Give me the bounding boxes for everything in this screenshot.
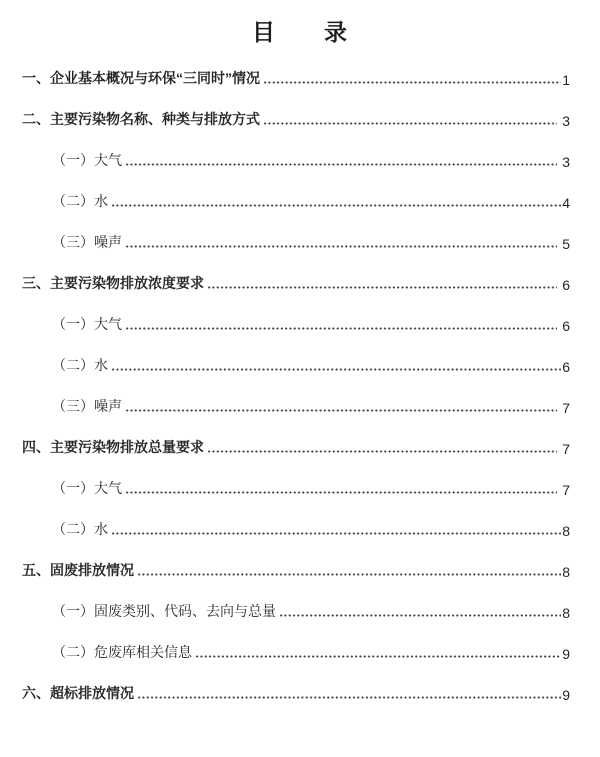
page-title: 目 录 xyxy=(251,19,349,46)
toc-entry-label: 五、固废排放情况 xyxy=(22,561,134,578)
toc-entry-label: （三）噪声 xyxy=(52,397,122,414)
toc-entry-page-number: 8 xyxy=(562,604,570,621)
toc-entry-label: 一、企业基本概况与环保“三同时”情况 xyxy=(22,69,260,86)
dot-leader xyxy=(111,368,561,371)
toc-entry[interactable] xyxy=(22,139,570,180)
toc-entry-page-number: 9 xyxy=(562,686,570,703)
dot-leader xyxy=(263,122,557,125)
toc-entry-label: 二、主要污染物名称、种类与排放方式 xyxy=(22,110,260,127)
toc-entry-label: （二）水 xyxy=(52,356,108,373)
dot-leader xyxy=(125,327,557,330)
toc-entry[interactable] xyxy=(22,344,570,385)
dot-leader xyxy=(125,163,557,166)
toc-entry[interactable] xyxy=(22,549,570,590)
toc-entry-page-number: 7 xyxy=(558,440,570,457)
toc-entry-page-number: 8 xyxy=(562,522,570,539)
toc-list xyxy=(0,57,600,713)
toc-entry-page-number: 5 xyxy=(558,235,570,252)
toc-entry-page-number: 9 xyxy=(562,645,570,662)
toc-entry[interactable] xyxy=(22,467,570,508)
toc-entry-label: （一）大气 xyxy=(52,151,122,168)
toc-entry[interactable] xyxy=(22,426,570,467)
toc-entry-label: （二）水 xyxy=(52,520,108,537)
dot-leader xyxy=(125,409,557,412)
dot-leader xyxy=(207,286,557,289)
dot-leader xyxy=(111,204,561,207)
toc-entry-label: 三、主要污染物排放浓度要求 xyxy=(22,274,204,291)
toc-entry-label: （二）危废库相关信息 xyxy=(52,643,192,660)
toc-entry[interactable] xyxy=(22,98,570,139)
toc-entry-page-number: 7 xyxy=(558,399,570,416)
toc-entry-label: （一）大气 xyxy=(52,315,122,332)
dot-leader xyxy=(125,491,557,494)
toc-entry[interactable] xyxy=(22,385,570,426)
toc-entry-page-number: 6 xyxy=(558,317,570,334)
dot-leader xyxy=(195,655,561,658)
toc-entry[interactable] xyxy=(22,180,570,221)
toc-entry[interactable] xyxy=(22,221,570,262)
toc-entry-label: （三）噪声 xyxy=(52,233,122,250)
toc-entry-page-number: 7 xyxy=(558,481,570,498)
toc-entry-page-number: 3 xyxy=(558,153,570,170)
toc-entry-page-number: 3 xyxy=(558,112,570,129)
toc-entry[interactable] xyxy=(22,631,570,672)
dot-leader xyxy=(137,696,561,699)
toc-entry-page-number: 6 xyxy=(558,276,570,293)
toc-entry-page-number: 8 xyxy=(562,563,570,580)
toc-entry-label: 六、超标排放情况 xyxy=(22,684,134,701)
toc-entry-label: （一）大气 xyxy=(52,479,122,496)
toc-entry-page-number: 6 xyxy=(562,358,570,375)
toc-entry[interactable] xyxy=(22,303,570,344)
dot-leader xyxy=(111,532,561,535)
toc-entry[interactable] xyxy=(22,262,570,303)
toc-entry[interactable] xyxy=(22,508,570,549)
dot-leader xyxy=(137,573,561,576)
toc-entry-label: （一）固废类别、代码、去向与总量 xyxy=(52,602,276,619)
dot-leader xyxy=(279,614,561,617)
toc-entry[interactable] xyxy=(22,672,570,713)
toc-entry[interactable] xyxy=(22,57,570,98)
dot-leader xyxy=(207,450,557,453)
dot-leader xyxy=(125,245,557,248)
toc-entry-page-number: 4 xyxy=(562,194,570,211)
toc-entry[interactable] xyxy=(22,590,570,631)
toc-entry-label: （二）水 xyxy=(52,192,108,209)
toc-entry-label: 四、主要污染物排放总量要求 xyxy=(22,438,204,455)
dot-leader xyxy=(263,81,561,84)
toc-entry-page-number: 1 xyxy=(562,71,570,88)
